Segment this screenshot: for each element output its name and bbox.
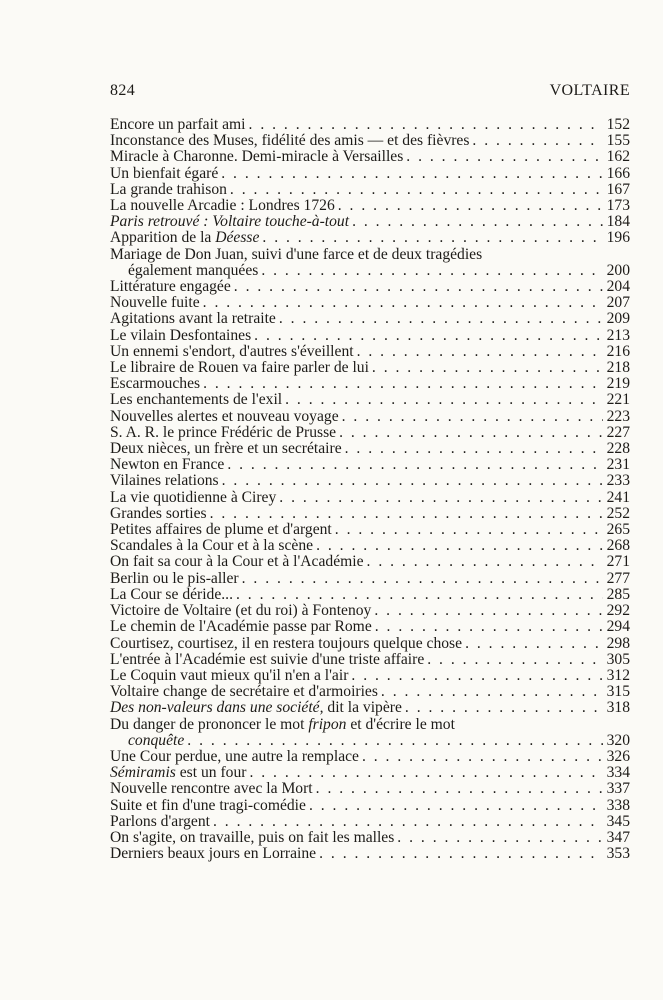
dot-leader [357,344,603,360]
toc-entry-title: Paris retrouvé : Voltaire touche-à-tout [110,213,350,231]
toc-entry-page: 223 [606,407,630,425]
toc-entry-page: 155 [606,132,630,150]
toc-entry [110,214,630,230]
toc-entry-title: Newton en France [110,456,225,474]
toc-entry [110,506,630,522]
toc-entry-title-part: Sémiramis [110,764,176,782]
toc-entry-page: 196 [606,229,630,247]
toc-entry-title: Miracle à Charonne. Demi-miracle à Versailles [110,148,404,166]
toc-entry-title: S. A. R. le prince Frédéric de Prusse [110,423,337,441]
dot-leader [210,506,603,522]
toc-entry [110,166,630,182]
toc-entry-title: Scandales à la Cour et à la scène [110,537,314,555]
toc-entry-title: Victoire de Voltaire (et du roi) à Fontenoy [110,602,372,620]
running-header [110,82,630,100]
toc-entry-page: 347 [606,828,630,846]
dot-leader [367,554,603,570]
toc-entry-title [110,230,259,246]
toc-entry-page: 312 [606,666,630,684]
toc-entry-title-part: Déesse [215,229,260,247]
toc-entry-page: 337 [606,780,630,798]
toc-entry-first-line: Mariage de Don Juan, suivi d'une farce et de deux tragédies [110,245,483,263]
toc-entry-page: 277 [606,569,630,587]
toc-entry [110,749,630,765]
dot-leader [342,409,603,425]
toc-entry-title: Encore un parfait ami [110,116,246,133]
toc-entry-page: 227 [606,423,630,441]
toc-entry [110,133,630,149]
toc-entry [110,117,630,133]
toc-entry-page: 326 [606,747,630,765]
toc-entry [110,392,630,408]
toc-entry-title: Littérature engagée [110,278,231,296]
toc-entry-page: 338 [606,796,630,814]
toc-entry-page: 271 [606,553,630,571]
toc-entry [110,198,630,214]
dot-leader [351,668,603,684]
toc-entry-page: 173 [606,197,630,215]
toc-entry [110,295,630,311]
toc-entry-page: 305 [606,650,630,668]
table-of-contents [110,117,630,862]
toc-entry-page: 318 [606,699,630,717]
toc-entry [110,328,630,344]
toc-entry [110,425,630,441]
toc-entry-title: Le Coquin vaut mieux qu'il n'en a l'air [110,666,349,684]
dot-leader [372,360,603,376]
dot-leader [405,700,603,716]
dot-leader [352,214,603,230]
toc-entry-title: Parlons d'argent [110,812,210,830]
toc-entry [110,473,630,489]
toc-entry [110,668,630,684]
toc-entry [110,311,630,327]
toc-entry [110,360,630,376]
toc-entry-title-part: Des non-valeurs dans une société, [110,699,324,717]
toc-entry [110,409,630,425]
toc-entry-title: Courtisez, courtisez, il en restera toujours quelque chose [110,634,463,652]
toc-entry [110,652,630,668]
toc-entry-title: Le chemin de l'Académie passe par Rome [110,618,372,636]
toc-entry-page: 204 [606,278,630,296]
dot-leader [236,587,603,603]
dot-leader [427,652,603,668]
toc-entry-page: 353 [606,845,630,863]
dot-leader [472,133,603,149]
toc-entry-title: On fait sa cour à la Cour et à l'Académie [110,553,364,571]
toc-entry-title: Le vilain Desfontaines [110,326,252,344]
dot-leader [249,117,603,133]
toc-entry-title: L'entrée à l'Académie est suivie d'une triste affaire [110,650,425,668]
toc-entry-page: 265 [606,521,630,539]
dot-leader [187,733,603,749]
toc-entry [110,733,630,749]
toc-entry-page: 213 [606,326,630,344]
toc-entry-title: Nouvelle rencontre avec la Mort [110,780,313,798]
toc-entry-title: Le libraire de Rouen va faire parler de lui [110,359,369,377]
toc-entry-title-part: dit la vipère [323,699,402,717]
toc-entry-title-part: Du danger de prononcer le mot [110,715,309,733]
dot-leader [213,814,603,830]
dot-leader [465,636,603,652]
toc-entry-title: Un bienfait égaré [110,164,219,182]
toc-entry-page: 207 [606,294,630,312]
toc-entry [110,554,630,570]
toc-entry-title-part: Apparition de la [110,229,216,247]
toc-entry [110,149,630,165]
toc-entry [110,490,630,506]
dot-leader [406,149,603,165]
dot-leader [242,571,603,587]
dot-leader [279,311,603,327]
dot-leader [374,603,603,619]
toc-entry-page: 167 [606,180,630,198]
toc-entry-page: 268 [606,537,630,555]
toc-entry-page: 294 [606,618,630,636]
toc-entry [110,344,630,360]
toc-entry-title: Deux nièces, un frère et un secrétaire [110,440,342,458]
toc-entry [110,765,630,781]
dot-leader [203,295,603,311]
toc-entry [110,781,630,797]
toc-entry-title: Suite et fin d'une tragi-comédie [110,796,306,814]
dot-leader [227,457,603,473]
toc-entry-title: Derniers beaux jours en Lorraine [110,845,317,863]
dot-leader [285,392,603,408]
toc-entry-title-part: est un four [175,764,247,782]
toc-entry-title: La nouvelle Arcadie : Londres 1726 [110,197,335,215]
toc-entry-page: 231 [606,456,630,474]
toc-entry [110,700,630,716]
toc-entry [110,457,630,473]
dot-leader [309,798,603,814]
dot-leader [222,473,603,489]
toc-entry [110,619,630,635]
toc-entry-page: 200 [606,261,630,279]
dot-leader [316,781,603,797]
dot-leader [335,522,603,538]
toc-entry-page: 285 [606,585,630,603]
toc-entry-title: La Cour se déride... [110,585,233,603]
toc-entry-page: 334 [606,764,630,782]
toc-entry [110,846,630,862]
toc-entry [110,571,630,587]
dot-leader [203,376,603,392]
toc-entry [110,279,630,295]
running-title: VOLTAIRE [549,82,630,99]
toc-entry-page: 241 [606,488,630,506]
toc-entry-title: La vie quotidienne à Cirey [110,488,277,506]
toc-entry [110,798,630,814]
toc-entry-title: Les enchantements de l'exil [110,391,283,409]
toc-entry-title: Un ennemi s'endort, d'autres s'éveillent [110,342,354,360]
toc-entry-title: La grande trahison [110,180,227,198]
toc-entry [110,587,630,603]
toc-entry-page: 298 [606,634,630,652]
toc-entry-title: Inconstance des Muses, fidélité des amis — et des fièvres [110,132,470,150]
dot-leader [254,328,603,344]
toc-entry-title: Une Cour perdue, une autre la remplace [110,747,359,765]
toc-entry-page: 152 [606,116,630,133]
toc-entry-title-part: et d'écrire le mot [346,715,455,733]
toc-entry-title: Nouvelles alertes et nouveau voyage [110,407,339,425]
toc-entry [110,263,630,279]
toc-entry-title [110,700,402,716]
toc-entry-page: 216 [606,342,630,360]
toc-entry-title: On s'agite, on travaille, puis on fait les malles [110,828,395,846]
toc-entry-page: 184 [606,213,630,231]
dot-leader [362,749,603,765]
toc-entry [110,230,630,246]
toc-entry [110,603,630,619]
dot-leader [397,830,603,846]
toc-entry-page: 252 [606,504,630,522]
toc-entry-first-line [110,717,630,733]
toc-entry-page: 218 [606,359,630,377]
toc-entry-title: Vilaines relations [110,472,219,490]
toc-entry [110,538,630,554]
toc-entry [110,376,630,392]
toc-entry-page: 219 [606,375,630,393]
dot-leader [279,490,603,506]
toc-entry-title: Berlin ou le pis-aller [110,569,239,587]
toc-entry [110,684,630,700]
toc-entry [110,522,630,538]
toc-entry-title-part: fripon [308,715,347,733]
toc-entry-title: également manquées [128,261,259,279]
toc-entry-title: conquête [128,731,185,749]
dot-leader [234,279,603,295]
page-number: 824 [110,82,136,99]
toc-entry-title: Nouvelle fuite [110,294,200,312]
dot-leader [375,619,603,635]
toc-entry [110,441,630,457]
toc-entry-page: 233 [606,472,630,490]
toc-entry-page: 292 [606,602,630,620]
toc-entry-page: 345 [606,812,630,830]
toc-entry-page: 209 [606,310,630,328]
toc-entry-page: 228 [606,440,630,458]
dot-leader [338,198,603,214]
dot-leader [261,263,603,279]
toc-entry-page: 320 [606,731,630,749]
dot-leader [316,538,603,554]
dot-leader [230,182,603,198]
toc-entry-page: 221 [606,391,630,409]
toc-entry [110,182,630,198]
dot-leader [339,425,603,441]
toc-entry [110,830,630,846]
toc-entry-title: Grandes sorties [110,504,207,522]
dot-leader [345,441,603,457]
toc-entry-title: Voltaire change de secrétaire et d'armoiries [110,683,378,701]
toc-entry-title [110,765,246,781]
toc-entry-title: Escarmouches [110,375,201,393]
dot-leader [249,765,603,781]
dot-leader [319,846,603,862]
toc-entry-page: 315 [606,683,630,701]
toc-entry-title: Agitations avant la retraite [110,310,276,328]
toc-entry-title: Petites affaires de plume et d'argent [110,521,332,539]
dot-leader [262,230,603,246]
toc-entry [110,814,630,830]
toc-entry-page: 162 [606,148,630,166]
toc-entry-page: 166 [606,164,630,182]
dot-leader [221,166,603,182]
toc-entry [110,636,630,652]
dot-leader [381,684,603,700]
